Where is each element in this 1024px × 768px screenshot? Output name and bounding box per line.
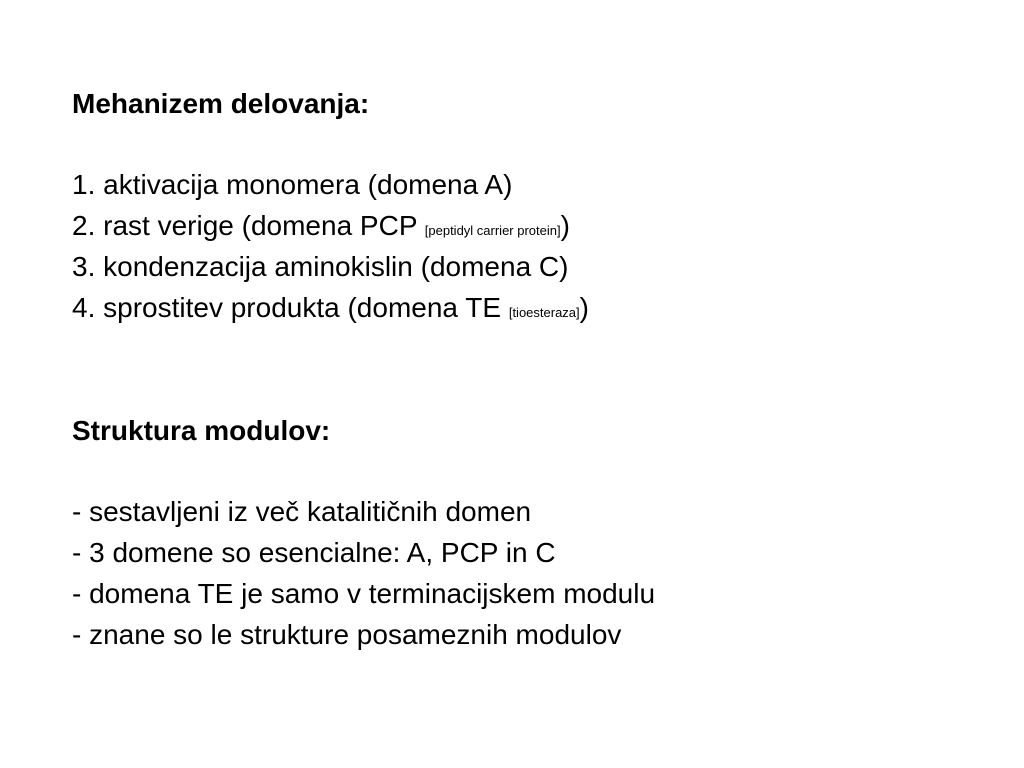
structure-heading: Struktura modulov: (72, 415, 331, 446)
slide-content (72, 84, 972, 655)
mechanism-item-note: [peptidyl carrier protein] (424, 223, 561, 238)
mechanism-item-text: 2. rast verige (domena PCP (72, 210, 425, 241)
mechanism-item-close: ) (579, 292, 589, 323)
mechanism-item-4 (72, 287, 972, 328)
mechanism-item-text: 3. kondenzacija aminokislin (domena C) (72, 251, 569, 282)
mechanism-item-3 (72, 246, 972, 287)
structure-item-3: - domena TE je samo v terminacijskem modulu (72, 578, 656, 609)
structure-item-2: - 3 domene so esencialne: A, PCP in C (72, 537, 556, 568)
mechanism-item-close: ) (560, 210, 570, 241)
mechanism-item-text: 4. sprostitev produkta (domena TE (72, 292, 509, 323)
mechanism-heading: Mehanizem delovanja: (72, 88, 370, 119)
structure-item-4: - znane so le strukture posameznih modulov (72, 619, 622, 650)
mechanism-item-1 (72, 164, 972, 205)
mechanism-item-2 (72, 205, 972, 246)
structure-item-1: - sestavljeni iz več katalitičnih domen (72, 496, 532, 527)
mechanism-item-note: [tioesteraza] (508, 305, 580, 320)
mechanism-item-text: 1. aktivacija monomera (domena A) (72, 169, 513, 200)
